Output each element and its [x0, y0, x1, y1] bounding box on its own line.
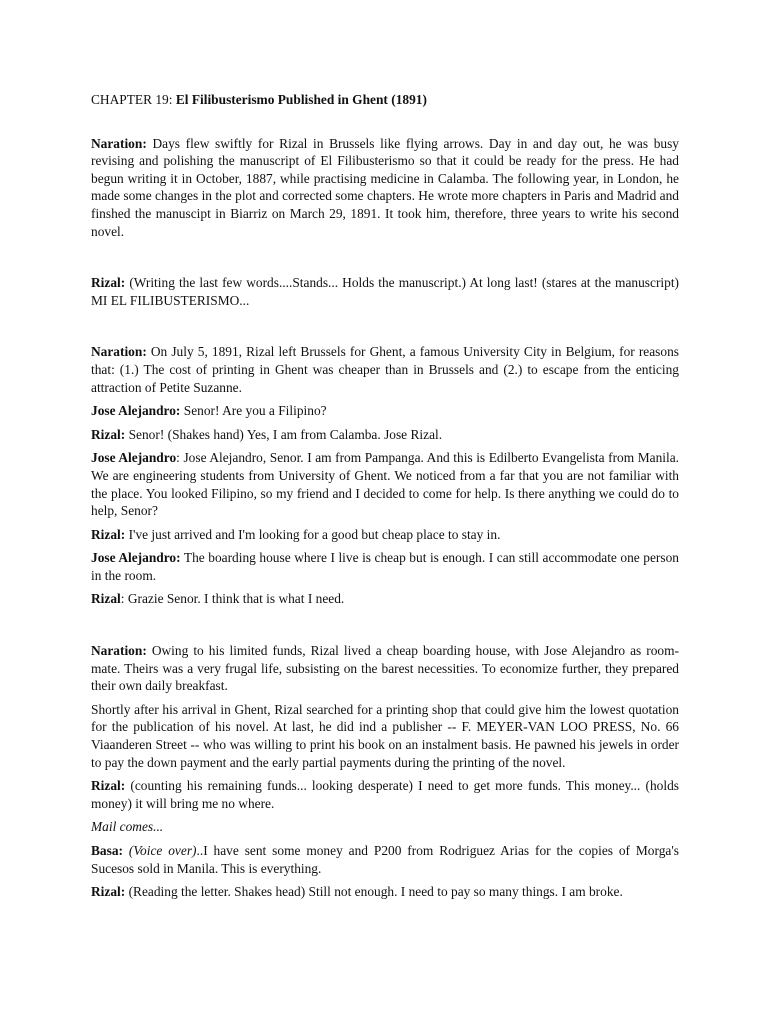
dialogue-line	[91, 883, 679, 901]
paragraph-text: Grazie Senor. I think that is what I need.	[127, 591, 345, 607]
dialogue-line	[91, 274, 679, 309]
voice-over-note: (Voice over)	[128, 843, 197, 858]
narration-paragraph	[91, 135, 679, 241]
paragraph-text: ..I have sent some money and P200 from Rodriguez Arias for the copies of Morga's Sucesos sold in Manila. This is everything.	[91, 843, 679, 876]
paragraph-text: Jose Alejandro, Senor. I am from Pampanga. And this is Edilberto Evangelista from Manila. We are engineering students from University of Ghent. We noticed from a far that you are not familiar with the place. You looked Filipino, so my friend and I decided to come for help. Is there anything we could do to help, Senor?	[91, 450, 680, 519]
paragraph-text: Senor! (Shakes hand) Yes, I am from Calamba. Jose Rizal.	[128, 426, 443, 442]
speaker-label: Rizal	[91, 591, 121, 607]
dialogue-line	[91, 549, 679, 584]
narration-paragraph	[91, 701, 679, 771]
speaker-label: Jose Alejandro:	[91, 550, 181, 566]
speaker-label: Jose Alejandro:	[91, 403, 181, 419]
speaker-label: Jose Alejandro	[91, 450, 177, 466]
paragraph-text: Owing to his limited funds, Rizal lived a cheap boarding house, with Jose Alejandro as room-mate. Theirs was a very frugal life, subsisting on the barest necessities. To economize further, they prepared their own daily breakfast.	[91, 643, 679, 694]
speaker-label: Rizal:	[91, 778, 126, 794]
paragraph-text: (counting his remaining funds... looking desperate) I need to get more funds. This money... (holds money) it will bring me no where.	[91, 778, 679, 811]
speaker-label: Rizal:	[91, 884, 126, 900]
dialogue-line	[91, 590, 679, 608]
chapter-title: El Filibusterismo Published in Ghent (1891)	[175, 92, 427, 107]
speaker-label: Naration:	[91, 135, 147, 151]
chapter-number: CHAPTER 19:	[91, 92, 176, 107]
speaker-label: Naration:	[91, 344, 147, 360]
paragraph-text: (Writing the last few words....Stands... Holds the manuscript.) At long last! (stares at the manuscript) MI EL FILIBUSTERISMO...	[91, 275, 679, 308]
separator: :	[176, 450, 184, 466]
narration-paragraph	[91, 343, 679, 396]
dialogue-line	[91, 402, 679, 420]
dialogue-line	[91, 526, 679, 544]
narration-paragraph	[91, 642, 679, 695]
speaker-label: Rizal:	[91, 526, 126, 542]
chapter-heading	[91, 91, 679, 109]
paragraph-text: Shortly after his arrival in Ghent, Rizal searched for a printing shop that could give him the lowest quotation for the publication of his novel. At last, he did ind a publisher -- F. MEYER-VAN LOO PRESS, No. 66 Viaanderen Street -- who was willing to print his book on an instalment basis. He pawned his jewels in order to pay the down payment and the early partial payments during the printing of the novel.	[91, 701, 679, 770]
stage-direction	[91, 818, 679, 836]
paragraph-text: I've just arrived and I'm looking for a good but cheap place to stay in.	[128, 526, 501, 542]
paragraph-text: On July 5, 1891, Rizal left Brussels for Ghent, a famous University City in Belgium, for reasons that: (1.) The cost of printing in Ghent was cheaper than in Brussels and (2.) to escape from the enticing attraction of Petite Suzanne.	[91, 344, 679, 395]
separator: :	[120, 591, 128, 607]
dialogue-line	[91, 777, 679, 812]
speaker-label: Rizal:	[91, 275, 126, 291]
paragraph-text: Senor! Are you a Filipino?	[183, 403, 327, 419]
dialogue-line	[91, 842, 679, 877]
document-page	[91, 91, 679, 901]
speaker-label: Rizal:	[91, 426, 126, 442]
paragraph-text: (Reading the letter. Shakes head) Still not enough. I need to pay so many things. I am broke.	[128, 884, 623, 900]
speaker-label: Basa:	[91, 843, 123, 858]
paragraph-text: The boarding house where I live is cheap but is enough. I can still accommodate one person in the room.	[91, 550, 679, 583]
speaker-label: Naration:	[91, 643, 147, 659]
dialogue-line	[91, 426, 679, 444]
dialogue-line	[91, 449, 679, 519]
paragraph-text: Days flew swiftly for Rizal in Brussels like flying arrows. Day in and day out, he was busy revising and polishing the manuscript of El Filibusterismo so that it could be ready for the press. He had begun writing it in October, 1887, while practising medicine in Calamba. The following year, in London, he made some changes in the plot and corrected some chapters. He wrote more chapters in Paris and Madrid and finshed the manuscipt in Biarriz on March 29, 1891. It took him, therefore, three years to write his second novel.	[91, 135, 679, 239]
paragraph-text: Mail comes...	[91, 819, 164, 835]
